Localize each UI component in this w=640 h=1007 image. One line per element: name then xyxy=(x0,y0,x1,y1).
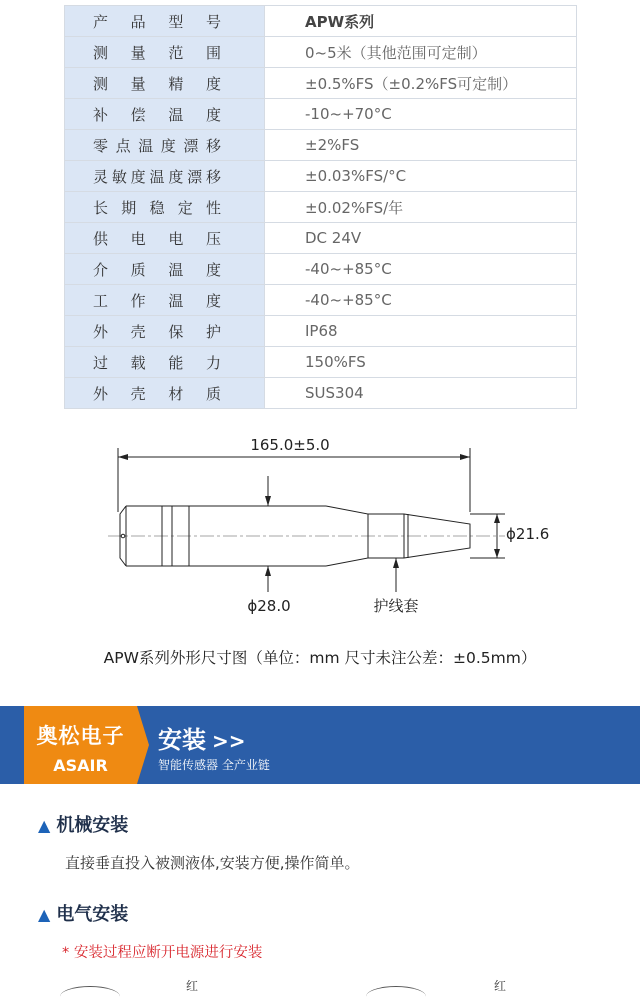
spec-value: IP68 xyxy=(265,316,577,347)
electrical-install-title: 电气安装 xyxy=(56,904,129,925)
cable-sheath-label: 护线套 xyxy=(373,597,419,615)
spec-key: 供电电压 xyxy=(65,223,265,254)
spec-row xyxy=(65,99,577,130)
mechanical-install-heading xyxy=(38,811,128,837)
spec-row xyxy=(65,161,577,192)
spec-key: 测量范围 xyxy=(65,37,265,68)
drawing-caption: APW系列外形尺寸图（单位：mm 尺寸未注公差：±0.5mm） xyxy=(103,649,537,667)
banner-title xyxy=(158,720,246,755)
spec-table xyxy=(64,5,577,409)
brand-name-cn: 奥松电子 xyxy=(36,724,125,748)
brand-logo xyxy=(24,706,137,784)
spec-row xyxy=(65,37,577,68)
spec-row xyxy=(65,130,577,161)
spec-key: 产品型号 xyxy=(65,6,265,37)
triangle-icon: ▲ xyxy=(38,905,51,924)
mechanical-install-title: 机械安装 xyxy=(56,815,129,836)
right-diameter-label: ϕ21.6 xyxy=(506,525,550,543)
electrical-install-note: * 安装过程应断开电源进行安装 xyxy=(62,945,263,961)
spec-value: -40~+85°C xyxy=(265,285,577,316)
spec-row xyxy=(65,223,577,254)
spec-value: -10~+70°C xyxy=(265,99,577,130)
electrical-install-heading xyxy=(38,900,128,926)
spec-row xyxy=(65,285,577,316)
spec-row xyxy=(65,68,577,99)
mechanical-install-text: 直接垂直投入被测液体,安装方便,操作简单。 xyxy=(65,854,360,872)
spec-value: ±0.5%FS（±0.2%FS可定制） xyxy=(265,68,577,99)
double-arrow-icon: >> xyxy=(212,729,246,753)
dimension-drawing xyxy=(0,420,640,630)
spec-key: 过载能力 xyxy=(65,347,265,378)
spec-value: ±2%FS xyxy=(265,130,577,161)
spec-value: DC 24V xyxy=(265,223,577,254)
spec-key: 工作温度 xyxy=(65,285,265,316)
spec-key: 灵敏度温度漂移 xyxy=(65,161,265,192)
wire-label-right: 红 xyxy=(494,979,507,993)
spec-value: ±0.02%FS/年 xyxy=(265,192,577,223)
spec-key: 介质温度 xyxy=(65,254,265,285)
spec-key: 补偿温度 xyxy=(65,99,265,130)
spec-value: APW系列 xyxy=(265,6,577,37)
spec-key: 外壳材质 xyxy=(65,378,265,409)
spec-key: 外壳保护 xyxy=(65,316,265,347)
triangle-icon: ▲ xyxy=(38,816,51,835)
spec-value: ±0.03%FS/°C xyxy=(265,161,577,192)
brand-name-en: ASAIR xyxy=(53,756,108,775)
spec-row xyxy=(65,347,577,378)
spec-value: 0~5米（其他范围可定制） xyxy=(265,37,577,68)
banner-title-text: 安装 xyxy=(158,726,206,754)
spec-row xyxy=(65,316,577,347)
spec-value: SUS304 xyxy=(265,378,577,409)
body-diameter-label: ϕ28.0 xyxy=(247,597,291,615)
spec-row xyxy=(65,378,577,409)
length-dimension-label: 165.0±5.0 xyxy=(250,436,330,454)
spec-value: -40~+85°C xyxy=(265,254,577,285)
spec-value: 150%FS xyxy=(265,347,577,378)
spec-row xyxy=(65,6,577,37)
wire-label-left: 红 xyxy=(186,979,199,993)
spec-key: 测量精度 xyxy=(65,68,265,99)
spec-row xyxy=(65,192,577,223)
section-banner xyxy=(0,706,640,784)
spec-row xyxy=(65,254,577,285)
wiring-diagram-right xyxy=(366,986,426,1007)
banner-subtitle: 智能传感器 全产业链 xyxy=(158,758,270,772)
spec-key: 长期稳定性 xyxy=(65,192,265,223)
logo-chevron xyxy=(137,706,149,784)
wiring-diagram-left xyxy=(60,986,120,1007)
spec-key: 零点温度漂移 xyxy=(65,130,265,161)
